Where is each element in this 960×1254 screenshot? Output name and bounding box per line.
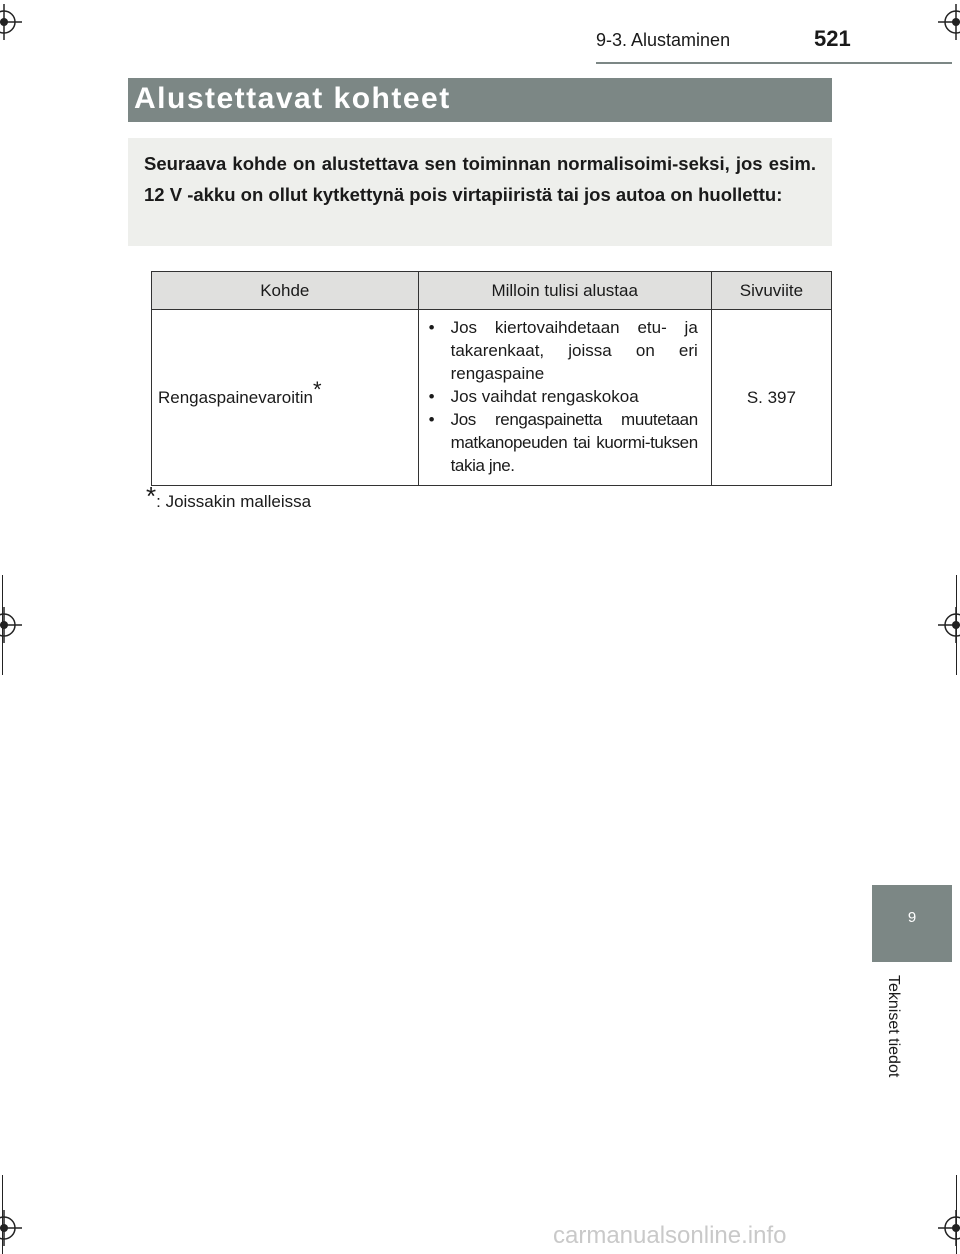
list-item xyxy=(427,408,698,477)
trim-line-left-lower xyxy=(2,1175,3,1254)
trim-line-left-upper xyxy=(2,575,3,675)
section-header: 9-3. Alustaminen xyxy=(596,30,731,50)
list-item xyxy=(427,316,698,385)
chapter-label xyxy=(880,975,904,1105)
page-ref-cell: S. 397 xyxy=(711,310,831,486)
bullet-icon: • xyxy=(428,410,435,429)
condition-text: Jos kiertovaihdetaan etu- ja takarenkaat, joissa on eri rengaspaine xyxy=(450,318,698,383)
item-name: Rengaspainevaroitin xyxy=(158,387,313,407)
footnote xyxy=(146,481,312,512)
footnote-mark: * xyxy=(146,481,157,511)
crop-mark-bottom-left-icon xyxy=(0,1210,22,1246)
crop-mark-top-right-icon xyxy=(938,4,960,40)
column-header-page-ref: Sivuviite xyxy=(711,272,831,310)
chapter-number: 9 xyxy=(907,909,917,926)
reset-items-table xyxy=(151,271,832,486)
title-bar xyxy=(128,78,832,122)
page-title: Alustettavat kohteet xyxy=(134,82,451,115)
item-footnote-mark: * xyxy=(313,376,322,402)
conditions-cell xyxy=(418,310,711,486)
chapter-tab xyxy=(872,885,952,962)
table-header-row xyxy=(152,272,832,310)
bullet-icon: • xyxy=(428,387,435,406)
footnote-text: : Joissakin malleissa xyxy=(156,492,312,511)
trim-line-right-upper xyxy=(956,575,957,675)
header-divider xyxy=(596,62,952,64)
column-header-when: Milloin tulisi alustaa xyxy=(418,272,711,310)
crop-mark-top-left-icon xyxy=(0,4,22,40)
conditions-list xyxy=(419,310,711,485)
bullet-icon: • xyxy=(428,318,435,337)
intro-text: Seuraava kohde on alustettava sen toiminnan normalisoimi-seksi, jos esim. 12 V -akku on ollut kytkettynä pois virtapiiristä tai jos autoa on huollettu: xyxy=(144,153,816,205)
trim-line-right-lower xyxy=(956,1175,957,1254)
column-header-item: Kohde xyxy=(152,272,419,310)
list-item xyxy=(427,385,698,408)
table-row xyxy=(152,310,832,486)
item-cell xyxy=(152,310,419,486)
watermark: carmanualsonline.info xyxy=(553,1222,787,1249)
page-number: 521 xyxy=(814,26,851,51)
crop-mark-middle-left-icon xyxy=(0,607,22,643)
intro-box xyxy=(128,138,832,246)
condition-text: Jos rengaspainetta muutetaan matkanopeuden tai kuormi-tuksen takia jne. xyxy=(450,410,698,475)
chapter-label-text: Tekniset tiedot xyxy=(885,975,902,1078)
condition-text: Jos vaihdat rengaskokoa xyxy=(450,387,639,406)
